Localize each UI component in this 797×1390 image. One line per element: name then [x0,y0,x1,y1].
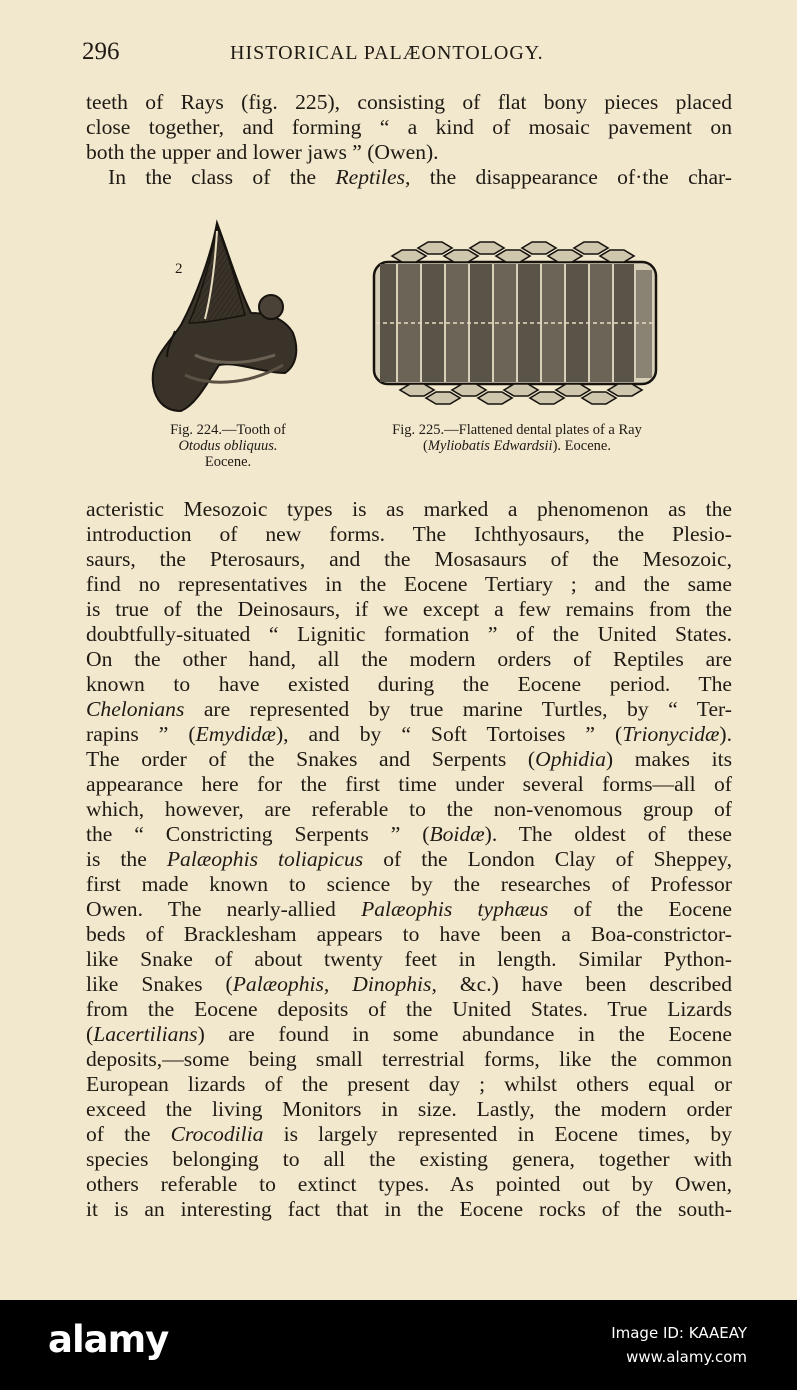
text-run: Owen. The nearly-allied [86,897,362,921]
text-run-italic: Boidæ [429,822,485,846]
watermark-footer [0,1300,797,1390]
image-id: Image ID: KAAEAY [611,1324,747,1342]
text-line [86,1147,732,1172]
text-run-italic: Lacertilians [93,1022,198,1046]
text-line-intro [86,165,732,190]
text-line [86,572,732,597]
text-run: ). The oldest of these [484,822,732,846]
text-line [86,1172,732,1197]
text-run: introduction of new forms. The Ichthyosaurs, the Plesio- [86,522,732,546]
text-line [86,1197,732,1222]
text-run: of the [86,1122,171,1146]
text-run: are represented by true marine Turtles, by “ Ter- [184,697,732,721]
text-run: is the [86,847,167,871]
text-line [86,672,732,697]
text-run: known to have existed during the Eocene period. The [86,672,732,696]
text-line [86,947,732,972]
dental-plates-illustration [370,236,660,414]
tooth-illustration [145,215,305,415]
text-line [86,1122,732,1147]
text-run: saurs, the Pterosaurs, and the Mosasaurs of the Mesozoic, [86,547,732,571]
text-run: beds of Bracklesham appears to have been a Boa-constrictor- [86,922,732,946]
text-run: The order of the Snakes and Serpents ( [86,747,536,771]
brand-logo: alamy [48,1318,169,1361]
text-run: like Snakes ( [86,972,233,996]
text-run: &c.) have been described [436,972,733,996]
text-line [86,597,732,622]
text-run: like Snake of about twenty feet in length. Similar Python- [86,947,732,971]
text-line: teeth of Rays (fig. 225), consisting of flat bony pieces placed [86,90,732,114]
hex-plates-top [392,242,634,262]
text-run-italic: Palæophis typhæus [361,897,549,921]
text-run: deposits,—some being small terrestrial forms, like the common [86,1047,732,1071]
text-run: of the London Clay of Sheppey, [363,847,732,871]
text-run-italic: Chelonians [86,697,185,721]
text-run: of the Eocene [548,897,732,921]
text-run: ) makes its [605,747,732,771]
text-run-italic: Reptiles, [335,165,411,189]
fig-225-caption [352,422,682,454]
page-header [82,38,732,68]
text-line [86,722,732,747]
text-line [86,622,732,647]
top-paragraph [86,90,732,190]
text-run: is largely represented in Eocene times, by [263,1122,733,1146]
fig-224-caption [148,422,308,470]
text-run: species belonging to all the existing genera, together with [86,1147,732,1171]
text-run-italic: Palæophis toliapicus [166,847,364,871]
caption-run: ). Eocene. [552,438,611,454]
caption-line: Eocene. [204,454,252,470]
text-run-italic: Palæophis, Dinophis, [232,972,437,996]
caption-species: Otodus obliquus. [178,438,278,454]
caption-line [352,438,682,454]
text-run-italic: Ophidia [535,747,606,771]
text-line [86,772,732,797]
text-line [86,747,732,772]
caption-line: Fig. 224.—Tooth of [170,422,286,438]
text-run: ) are found in some abundance in the Eocene [197,1022,732,1046]
text-line [86,872,732,897]
site-url: www.alamy.com [626,1348,747,1366]
text-line [86,647,732,672]
text-run: rapins ” ( [86,722,196,746]
text-line: both the upper and lower jaws ” (Owen). [86,140,439,164]
text-line [86,547,732,572]
text-run-italic: Emydidæ [195,722,276,746]
page-number: 296 [82,38,120,65]
text-line [86,497,732,522]
text-line [86,1072,732,1097]
text-run: European lizards of the present day ; whilst others equal or [86,1072,732,1096]
caption-line: Fig. 225.—Flattened dental plates of a Ray [392,422,642,438]
text-run: ( [86,1022,94,1046]
text-line [86,972,732,997]
text-run: is true of the Deinosaurs, if we except a few remains from the [86,597,732,621]
text-run: it is an interesting fact that in the Eocene rocks of the south- [86,1197,732,1221]
text-line [86,697,732,722]
text-run: ). [719,722,732,746]
text-line [86,797,732,822]
body-paragraph [86,497,732,1222]
text-run: ), and by “ Soft Tortoises ” ( [275,722,623,746]
caption-run: ( [423,438,428,454]
text-run-italic: Trionycidæ [622,722,720,746]
text-run: In the class of the [108,165,336,189]
text-run: from the Eocene deposits of the United States. True Lizards [86,997,732,1021]
text-run: doubtfully-situated “ Lignitic formation ” of the United States. [86,622,732,646]
text-run: the “ Constricting Serpents ” ( [86,822,430,846]
text-run: the disappearance of·the char- [410,165,732,189]
text-line [86,997,732,1022]
text-run: acteristic Mesozoic types is as marked a phenomenon as the [86,497,732,521]
text-run: which, however, are referable to the non-venomous group of [86,797,732,821]
text-run: first made known to science by the researches of Professor [86,872,732,896]
text-line [86,1047,732,1072]
text-run-italic: Crocodilia [170,1122,264,1146]
figure-number-label: 2 [175,261,183,277]
caption-species: Myliobatis Edwardsii [427,438,553,454]
text-run: appearance here for the first time under several forms—all of [86,772,732,796]
text-line [86,922,732,947]
text-line: close together, and forming “ a kind of mosaic pavement on [86,115,732,139]
text-line [86,1022,732,1047]
text-run: exceed the living Monitors in size. Lastly, the modern order [86,1097,732,1121]
text-run: others referable to extinct types. As pointed out by Owen, [86,1172,732,1196]
text-line [86,522,732,547]
hex-plates-bottom [400,384,642,404]
text-line [86,897,732,922]
text-line [86,822,732,847]
text-line [86,847,732,872]
text-run: On the other hand, all the modern orders of Reptiles are [86,647,732,671]
text-run: find no representatives in the Eocene Tertiary ; and the same [86,572,732,596]
text-line [86,1097,732,1122]
running-head: HISTORICAL PALÆONTOLOGY. [230,42,544,64]
